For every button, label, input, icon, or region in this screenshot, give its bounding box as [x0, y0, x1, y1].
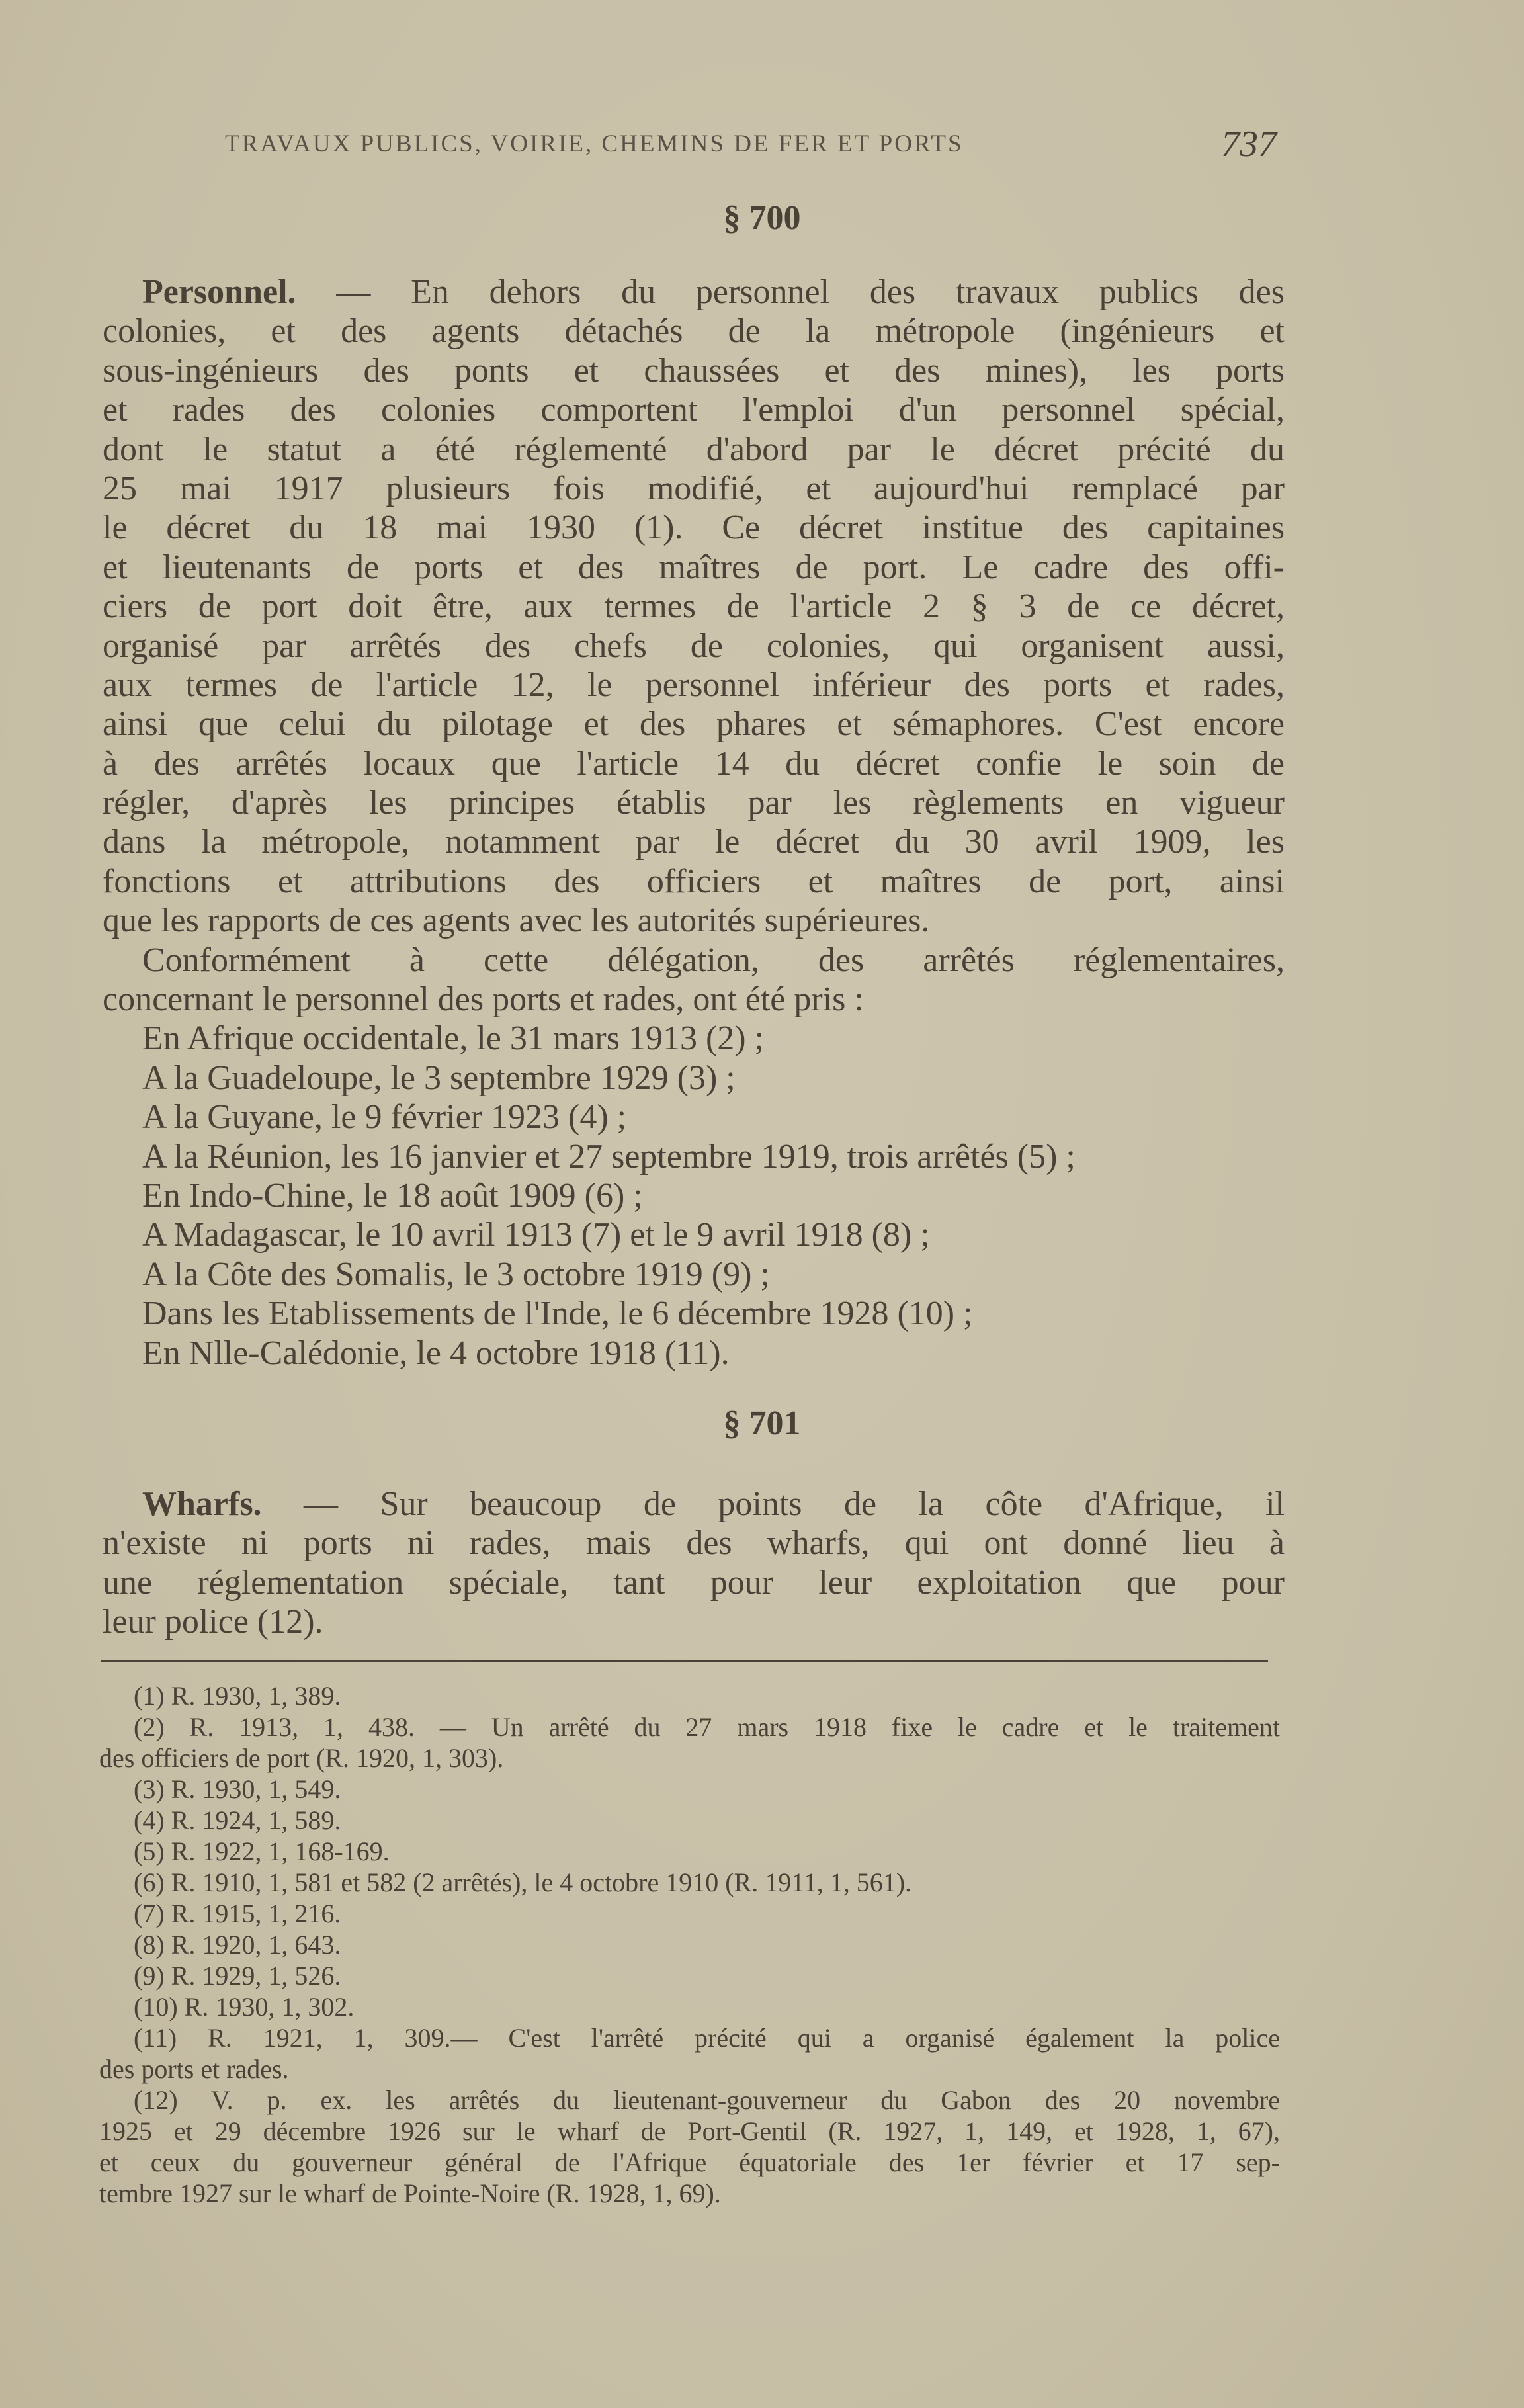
- footnote-line: (8) R. 1920, 1, 643.: [134, 1930, 341, 1959]
- footnote-line: (10) R. 1930, 1, 302.: [134, 1992, 355, 2022]
- text-line: dont le statut a été réglementé d'abord par le décret précité du: [103, 430, 1285, 468]
- footnote-line: (2) R. 1913, 1, 438. — Un arrêté du 27 mars 1918 fixe le cadre et le traitement: [134, 1712, 1280, 1742]
- text-line: [103, 1484, 1285, 1524]
- footnote-line: (6) R. 1910, 1, 581 et 582 (2 arrêtés), le 4 octobre 1910 (R. 1911, 1, 561).: [134, 1868, 912, 1897]
- footnote-line: des ports et rades.: [99, 2054, 289, 2084]
- text-line: ainsi que celui du pilotage et des phares et sémaphores. C'est encore: [103, 705, 1285, 744]
- footnote-line: des officiers de port (R. 1920, 1, 303).: [99, 1743, 504, 1773]
- page-number: 737: [1221, 124, 1277, 165]
- text-line: fonctions et attributions des officiers et maîtres de port, ainsi: [103, 862, 1285, 900]
- list-item: A la Côte des Somalis, le 3 octobre 1919 (9) ;: [142, 1255, 770, 1293]
- section-701-heading: § 701: [723, 1404, 801, 1442]
- footnotes: [99, 1680, 1280, 2209]
- list-item: A la Guyane, le 9 février 1923 (4) ;: [142, 1098, 627, 1137]
- list-item: A Madagascar, le 10 avril 1913 (7) et le 9 avril 1918 (8) ;: [142, 1216, 930, 1254]
- text-line: et lieutenants de ports et des maîtres de port. Le cadre des offi-: [103, 548, 1285, 586]
- footnote-line: (4) R. 1924, 1, 589.: [134, 1805, 341, 1835]
- text-line: et rades des colonies comportent l'emploi d'un personnel spécial,: [103, 391, 1285, 429]
- text-segment: — En dehors du personnel des travaux publics des: [296, 273, 1285, 311]
- section-700-heading: § 700: [723, 199, 801, 237]
- text-line: le décret du 18 mai 1930 (1). Ce décret institue des capitaines: [103, 509, 1285, 547]
- footnote-line: (1) R. 1930, 1, 389.: [134, 1681, 341, 1711]
- text-segment: — Sur beaucoup de points de la côte d'Afrique, il: [261, 1485, 1285, 1523]
- footnote-line: et ceux du gouverneur général de l'Afrique équatoriale des 1er février et 17 sep-: [99, 2147, 1280, 2177]
- section-700-body: [103, 273, 1285, 1373]
- footnote-line: (5) R. 1922, 1, 168-169.: [134, 1836, 390, 1866]
- text-line: aux termes de l'article 12, le personnel inférieur des ports et rades,: [103, 666, 1285, 704]
- footnote-line: (7) R. 1915, 1, 216.: [134, 1899, 341, 1928]
- footnote-line: (11) R. 1921, 1, 309.— C'est l'arrêté précité qui a organisé également la police: [134, 2023, 1280, 2053]
- text-line: à des arrêtés locaux que l'article 14 du décret confie le soin de: [103, 744, 1285, 783]
- text-line: Conformément à cette délégation, des arrêtés réglementaires,: [142, 941, 1285, 979]
- text-line: dans la métropole, notamment par le décret du 30 avril 1909, les: [103, 823, 1285, 861]
- text-line: 25 mai 1917 plusieurs fois modifié, et aujourd'hui remplacé par: [103, 469, 1285, 507]
- footnote-line: tembre 1927 sur le wharf de Pointe-Noire (R. 1928, 1, 69).: [99, 2178, 721, 2208]
- text-line: [103, 273, 1285, 312]
- text-line: sous-ingénieurs des ponts et chaussées et des mines), les ports: [103, 351, 1285, 390]
- list-item: En Nlle-Calédonie, le 4 octobre 1918 (11).: [142, 1334, 730, 1372]
- text-line: n'existe ni ports ni rades, mais des wharfs, qui ont donné lieu à: [103, 1524, 1285, 1563]
- list-item: A la Guadeloupe, le 3 septembre 1929 (3) ;: [142, 1058, 736, 1097]
- paragraph-lead: Personnel.: [142, 273, 296, 311]
- list-item: A la Réunion, les 16 janvier et 27 septembre 1919, trois arrêtés (5) ;: [142, 1137, 1076, 1176]
- section-701-body: [103, 1484, 1285, 1642]
- text-line: ciers de port doit être, aux termes de l'article 2 § 3 de ce décret,: [103, 587, 1285, 626]
- footnote-line: (9) R. 1929, 1, 526.: [134, 1961, 341, 1991]
- paragraph-lead: Wharfs.: [142, 1485, 262, 1523]
- text-line: que les rapports de ces agents avec les autorités supérieures.: [103, 902, 930, 940]
- list-item: En Afrique occidentale, le 31 mars 1913 (2) ;: [142, 1019, 765, 1058]
- text-line: concernant le personnel des ports et rades, ont été pris :: [103, 980, 864, 1019]
- text-line: colonies, et des agents détachés de la métropole (ingénieurs et: [103, 312, 1285, 351]
- list-item: En Indo-Chine, le 18 août 1909 (6) ;: [142, 1176, 643, 1215]
- footnote-line: (3) R. 1930, 1, 549.: [134, 1774, 341, 1804]
- text-line: organisé par arrêtés des chefs de colonies, qui organisent aussi,: [103, 626, 1285, 665]
- text-line: une réglementation spéciale, tant pour leur exploitation que pour: [103, 1563, 1285, 1602]
- footnote-line: (12) V. p. ex. les arrêtés du lieutenant-gouverneur du Gabon des 20 novembre: [134, 2085, 1280, 2115]
- text-line: leur police (12).: [103, 1603, 323, 1641]
- footnote-line: 1925 et 29 décembre 1926 sur le wharf de Port-Gentil (R. 1927, 1, 149, et 1928, 1, 67),: [99, 2116, 1280, 2146]
- running-header: TRAVAUX PUBLICS, VOIRIE, CHEMINS DE FER ET PORTS: [225, 130, 964, 157]
- list-item: Dans les Etablissements de l'Inde, le 6 décembre 1928 (10) ;: [142, 1295, 973, 1333]
- text-line: régler, d'après les principes établis par les règlements en vigueur: [103, 784, 1285, 822]
- footnote-divider: [101, 1660, 1268, 1662]
